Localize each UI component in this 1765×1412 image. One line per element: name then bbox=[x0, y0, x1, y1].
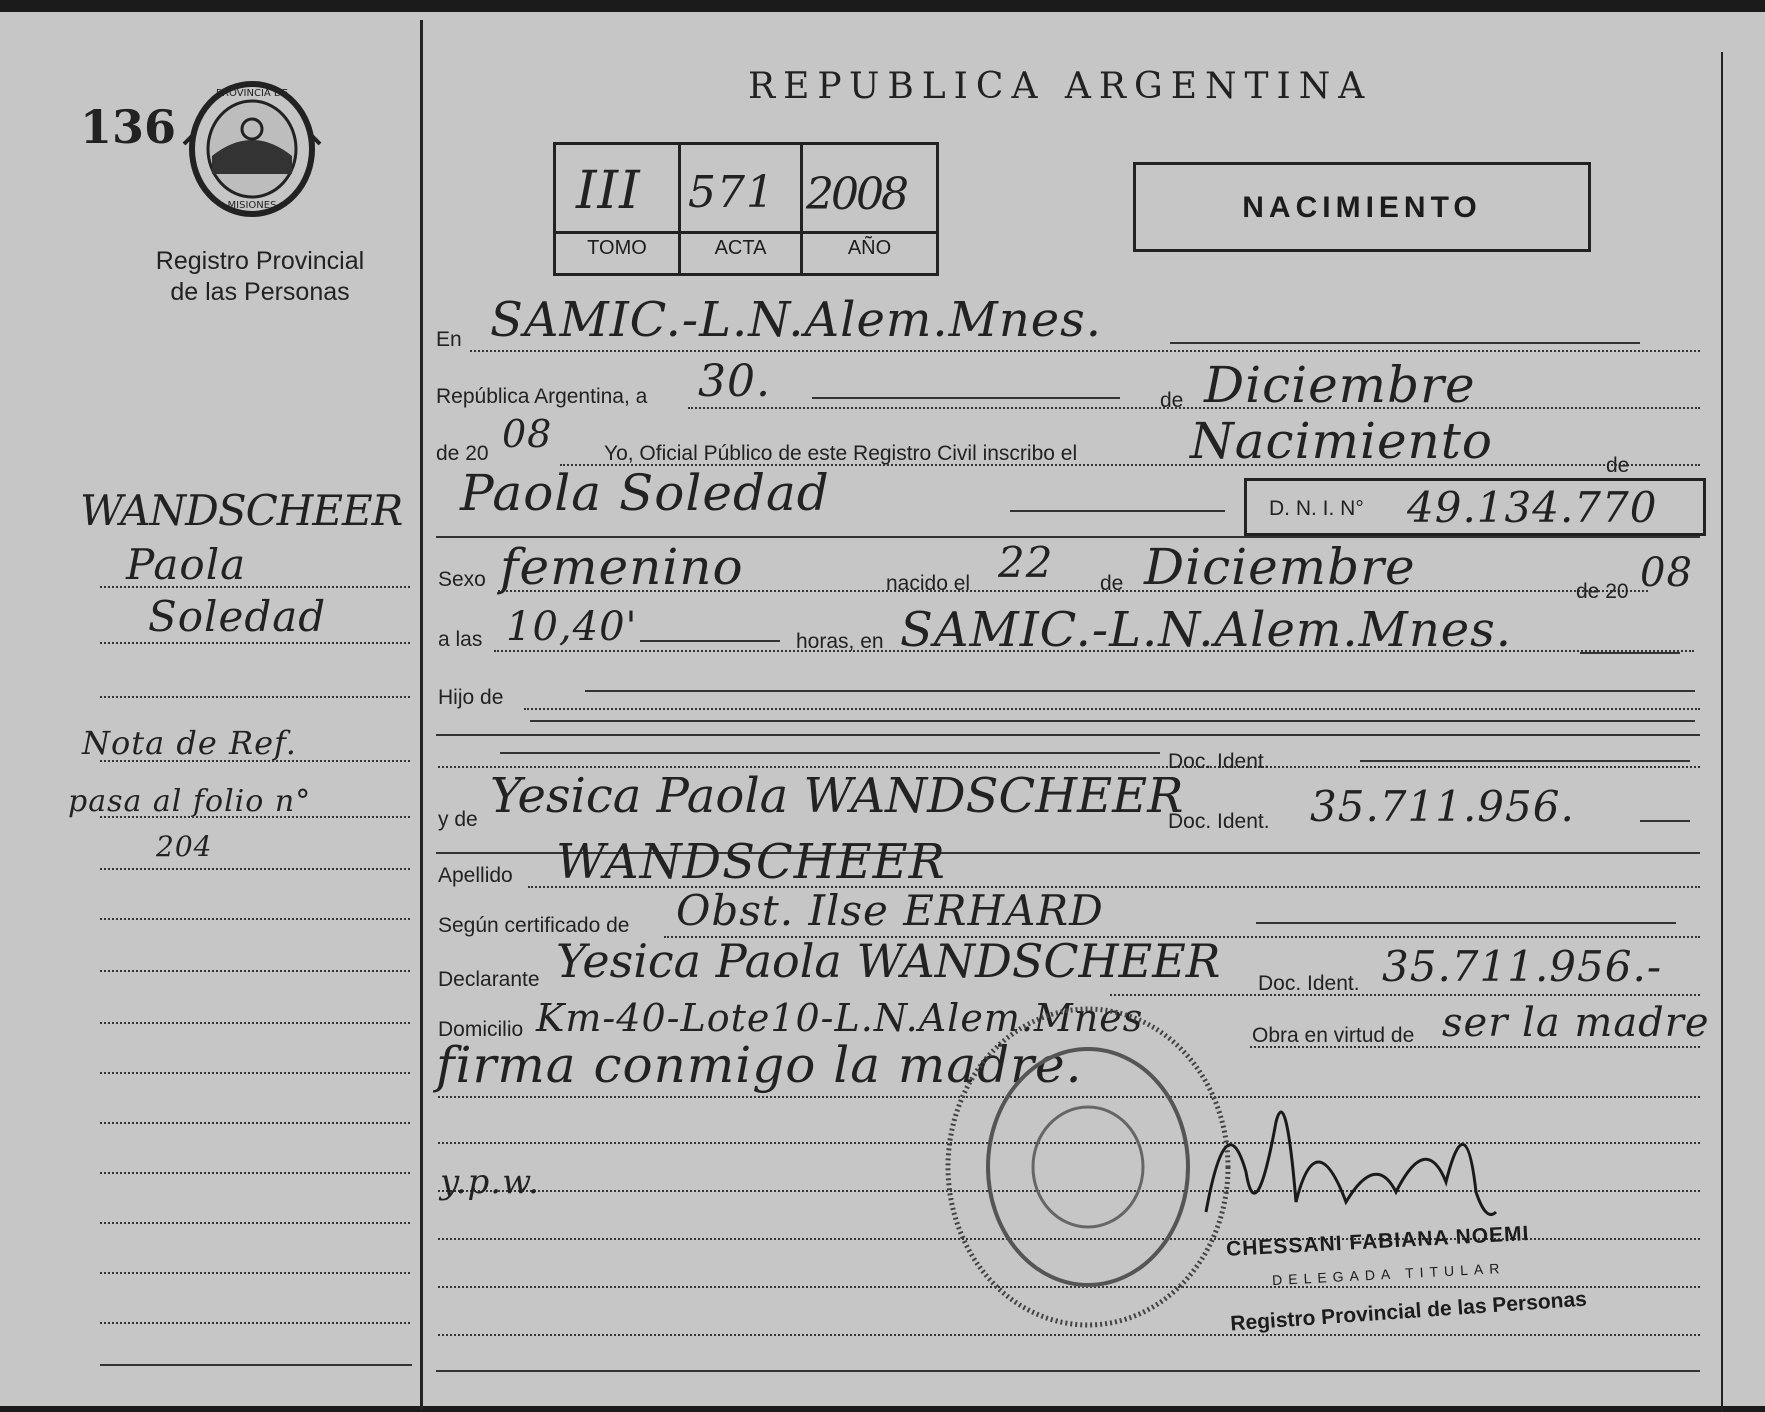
margin-middle-name: Soledad bbox=[148, 592, 327, 641]
sex-value: femenino bbox=[500, 538, 744, 596]
month-value: Diciembre bbox=[1204, 356, 1476, 414]
label-de-name: de bbox=[1606, 454, 1630, 477]
tomo-label: TOMO bbox=[587, 237, 647, 259]
label-apellido: Apellido bbox=[438, 864, 513, 887]
label-doc-ident-father: Doc. Ident. bbox=[1168, 750, 1270, 773]
registry-name bbox=[120, 246, 400, 308]
label-republica: República Argentina, a bbox=[436, 385, 648, 408]
child-name-value: Paola Soledad bbox=[460, 464, 830, 522]
label-sexo: Sexo bbox=[438, 568, 486, 591]
label-doc-ident-declarant: Doc. Ident. bbox=[1258, 972, 1360, 995]
margin-first-name: Paola bbox=[126, 540, 247, 589]
mother-doc-value: 35.711.956. bbox=[1310, 782, 1575, 831]
capacity-value: ser la madre bbox=[1442, 1000, 1710, 1046]
registry-name-line1: Registro Provincial bbox=[155, 247, 365, 275]
record-number-box bbox=[553, 142, 939, 276]
label-de-month: de bbox=[1160, 389, 1184, 412]
place-value: SAMIC.-L.N.Alem.Mnes. bbox=[490, 292, 1103, 348]
year-suffix-value: 08 bbox=[502, 412, 553, 456]
label-hijo-de: Hijo de bbox=[438, 686, 504, 709]
label-segun-certificado: Según certificado de bbox=[438, 914, 630, 937]
seal-bottom-text: MISIONES bbox=[227, 200, 277, 211]
signatory-role: DELEGADA TITULAR bbox=[1271, 1259, 1506, 1289]
label-en: En bbox=[436, 328, 462, 351]
label-de-20-birth: de 20 bbox=[1576, 580, 1629, 603]
birth-time-value: 10,40' bbox=[506, 604, 638, 650]
label-horas-en: horas, en bbox=[796, 630, 884, 653]
day-value: 30. bbox=[698, 356, 771, 407]
anio-label: AÑO bbox=[847, 237, 892, 259]
label-y-de: y de bbox=[438, 808, 478, 831]
record-type-label: NACIMIENTO bbox=[1242, 191, 1482, 224]
declarant-name-value: Yesica Paola WANDSCHEER bbox=[556, 934, 1221, 988]
margin-note-line2: pasa al folio n° bbox=[68, 784, 312, 819]
left-column-separator bbox=[420, 20, 423, 1410]
margin-note-line3: 204 bbox=[156, 830, 213, 863]
label-obra-en-virtud: Obra en virtud de bbox=[1252, 1024, 1415, 1047]
tomo-value: III bbox=[576, 161, 641, 221]
birth-year-suffix-value: 08 bbox=[1640, 550, 1693, 596]
page-number: 136 bbox=[80, 100, 177, 154]
act-type-value: Nacimiento bbox=[1190, 412, 1493, 470]
anio-value: 2008 bbox=[806, 169, 906, 220]
certificate-issuer-value: Obst. Ilse ERHARD bbox=[676, 886, 1104, 935]
label-doc-ident-mother: Doc. Ident. bbox=[1168, 810, 1270, 833]
label-de-20: de 20 bbox=[436, 442, 489, 465]
margin-surname: WANDSCHEER bbox=[80, 486, 403, 535]
birth-place-value: SAMIC.-L.N.Alem.Mnes. bbox=[900, 602, 1513, 658]
birth-month-value: Diciembre bbox=[1144, 538, 1416, 596]
birth-certificate-page bbox=[0, 12, 1765, 1406]
dni-box bbox=[1244, 478, 1706, 536]
dni-value: 49.134.770 bbox=[1407, 483, 1658, 532]
seal-top-text: PROVINCIA DE bbox=[216, 88, 288, 99]
birth-day-value: 22 bbox=[998, 538, 1054, 587]
surname-value: WANDSCHEER bbox=[556, 834, 946, 890]
signatory-name: CHESSANI FABIANA NOEMI bbox=[1225, 1222, 1530, 1261]
label-nacido-el: nacido el bbox=[886, 572, 971, 595]
label-a-las: a las bbox=[438, 628, 483, 651]
label-oficial: Yo, Oficial Público de este Registro Civil inscribo el bbox=[604, 442, 1078, 465]
page-title: REPUBLICA ARGENTINA bbox=[748, 66, 1373, 107]
address-value: Km-40-Lote10-L.N.Alem.Mnes bbox=[536, 996, 1144, 1040]
acta-value: 571 bbox=[688, 167, 775, 218]
remarks-value: firma conmigo la madre. bbox=[436, 1036, 1083, 1094]
signatory-office: Registro Provincial de las Personas bbox=[1229, 1287, 1588, 1336]
provincial-seal-icon bbox=[182, 74, 322, 224]
initials-mark: y.p.w. bbox=[440, 1162, 540, 1202]
right-margin-line bbox=[1721, 52, 1723, 1412]
label-de-birth-month: de bbox=[1100, 572, 1124, 595]
acta-label: ACTA bbox=[714, 237, 767, 259]
label-domicilio: Domicilio bbox=[438, 1018, 524, 1041]
declarant-doc-value: 35.711.956.- bbox=[1382, 942, 1663, 991]
label-declarante: Declarante bbox=[438, 968, 540, 991]
margin-note-line1: Nota de Ref. bbox=[82, 724, 297, 762]
registry-name-line2: de las Personas bbox=[170, 278, 350, 306]
record-type-box bbox=[1133, 162, 1591, 252]
label-dni: D. N. I. N° bbox=[1269, 497, 1364, 520]
mother-name-value: Yesica Paola WANDSCHEER bbox=[490, 768, 1184, 824]
